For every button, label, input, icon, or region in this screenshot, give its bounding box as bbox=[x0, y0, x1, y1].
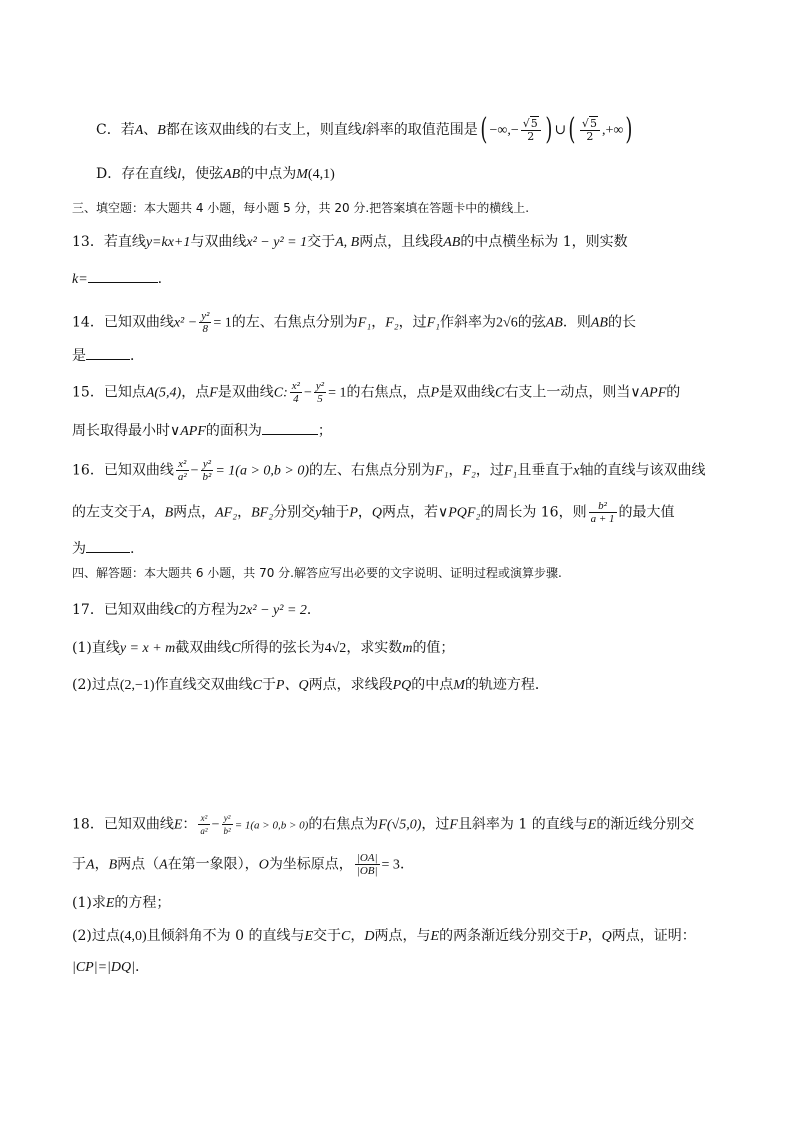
q16-text: 的周长为 16，则 bbox=[480, 504, 587, 521]
chord-ab: AB bbox=[223, 167, 241, 182]
frac-num: y² bbox=[201, 458, 214, 471]
q15-eq-tail: = 1 bbox=[328, 385, 347, 401]
q14-slope: 2√6 bbox=[496, 315, 518, 331]
frac-num: x² bbox=[291, 380, 300, 392]
points-pq: P、Q bbox=[275, 678, 309, 693]
line-l: l bbox=[361, 123, 366, 138]
separator: 、 bbox=[143, 122, 158, 138]
q16-condition: = 1(a > 0,b > 0) bbox=[215, 463, 310, 479]
q16-text: 为 bbox=[72, 541, 86, 557]
q13-text: 的中点横坐标为 1，则实数 bbox=[460, 234, 628, 250]
q15-text: 是双曲线 bbox=[217, 384, 274, 401]
q15-text: 是双曲线 bbox=[439, 384, 496, 401]
curve-e: E bbox=[105, 896, 115, 911]
origin-o: O bbox=[258, 857, 269, 873]
q17-chord-length: 4√2 bbox=[324, 641, 347, 656]
q16-text: ， bbox=[357, 504, 372, 521]
frac-num: |OA| bbox=[356, 852, 378, 864]
question-17-part1 bbox=[72, 638, 734, 659]
q13-segment: AB bbox=[443, 235, 461, 250]
y-axis: y bbox=[315, 505, 322, 521]
q16-text: 的最大值 bbox=[618, 504, 675, 521]
q18-text: 的右焦点为 bbox=[308, 816, 379, 833]
q14-fraction bbox=[199, 310, 211, 335]
option-d-text: ，使弦 bbox=[181, 166, 224, 182]
right-paren-2: ) bbox=[625, 112, 633, 147]
q18-p1-text: (1)求 bbox=[72, 895, 106, 911]
q15-text: 的右焦点，点 bbox=[346, 384, 431, 401]
sqrt-radicand: 5 bbox=[530, 116, 538, 130]
point-m: M bbox=[453, 678, 465, 693]
q14-text: 的长 bbox=[607, 314, 636, 331]
q18-text: 且斜率为 1 的直线与 bbox=[457, 816, 588, 833]
question-13-line2 bbox=[72, 268, 734, 290]
question-17-stem bbox=[72, 600, 734, 621]
q13-text: 与双曲线 bbox=[190, 234, 247, 250]
left-paren-2: ( bbox=[568, 112, 576, 147]
focus-f1: F₁ bbox=[503, 463, 518, 479]
q18-point: (4,0) bbox=[119, 929, 147, 944]
point-c: C bbox=[341, 929, 351, 944]
point-b: B bbox=[157, 123, 166, 138]
frac-num: b² bbox=[589, 500, 617, 513]
q17-p2-text: 的轨迹方程． bbox=[464, 677, 549, 693]
answer-blank-13[interactable] bbox=[88, 268, 158, 283]
q13-text: 13．若直线 bbox=[72, 234, 146, 250]
focus-f2: F₂ bbox=[385, 315, 399, 331]
curve-c: C bbox=[231, 641, 241, 656]
question-14-line1 bbox=[72, 310, 734, 335]
q15-p: P bbox=[430, 385, 440, 401]
question-15-line2 bbox=[72, 420, 734, 442]
q17-text: 17．已知双曲线 bbox=[72, 602, 174, 618]
frac-num: y² bbox=[222, 812, 233, 825]
q14-chord: AB bbox=[545, 315, 563, 331]
q17-p1-text: 的值； bbox=[412, 640, 455, 656]
q18-end: ． bbox=[399, 856, 414, 873]
section-3-heading: 三、填空题：本大题共 4 小题，每小题 5 分，共 20 分.把答案填在答题卡中的横线上. bbox=[72, 201, 530, 215]
q16-text: 且垂直于 bbox=[517, 462, 574, 479]
q13-curve-eq: x² − y² = 1 bbox=[246, 235, 308, 250]
q18-ratio bbox=[355, 852, 380, 877]
q16-frac-2 bbox=[201, 458, 214, 483]
question-16-line2 bbox=[72, 500, 734, 525]
q18-p2-text: ， bbox=[350, 928, 365, 944]
frac-den: 8 bbox=[202, 323, 209, 335]
q18-text: ， bbox=[94, 856, 109, 873]
q17-text: 的方程为 bbox=[183, 602, 240, 618]
q16-end: . bbox=[130, 541, 135, 557]
left-paren: ( bbox=[480, 112, 488, 147]
question-16-line3 bbox=[72, 538, 734, 559]
q16-text: 轴的直线与该双曲线 bbox=[579, 462, 706, 479]
q14-text: 作斜率为 bbox=[440, 314, 497, 331]
q16-text: ， bbox=[448, 462, 463, 479]
q18-text: 的渐近线分别交 bbox=[596, 816, 695, 833]
q14-text: ．则 bbox=[562, 314, 591, 331]
segment-bf2: BF₂ bbox=[251, 505, 274, 521]
point-p: P bbox=[349, 505, 358, 521]
point-a: A bbox=[159, 857, 168, 873]
frac-num: x² bbox=[176, 458, 189, 471]
minus: − bbox=[190, 463, 199, 479]
q17-p2-text: 的中点 bbox=[411, 677, 454, 693]
curve-e: E bbox=[173, 817, 183, 833]
q15-text: 的面积为 bbox=[205, 423, 262, 439]
q14-eq-tail: = 1 bbox=[213, 315, 232, 331]
frac-num: x² bbox=[198, 812, 209, 825]
q18-p2-text: 交于 bbox=[313, 928, 342, 944]
q17-end: ． bbox=[306, 602, 321, 618]
q18-p2-text: 两点，证明： bbox=[611, 928, 696, 944]
q15-point-a: A(5,4) bbox=[145, 385, 182, 401]
frac-num: y² bbox=[315, 380, 325, 392]
q18-ratio-value: = 3 bbox=[381, 857, 400, 873]
q15-curve: C: bbox=[273, 385, 288, 401]
curve-e: E bbox=[587, 817, 597, 833]
q13-end: . bbox=[157, 271, 163, 287]
q17-point: (2,−1) bbox=[119, 678, 155, 693]
q18-focus: F(√5,0) bbox=[378, 817, 422, 833]
q18-condition: = 1(a > 0,b > 0) bbox=[234, 819, 309, 832]
q18-p2-text: 且倾斜角不为 0 的直线与 bbox=[146, 928, 305, 944]
q16-text: 轴于 bbox=[321, 504, 350, 521]
q14-text: 的弦 bbox=[517, 314, 546, 331]
q15-text: 右支上一动点，则当 bbox=[504, 384, 631, 401]
segment-af2: AF₂ bbox=[215, 505, 238, 521]
q13-points: A, B bbox=[335, 235, 360, 250]
option-c-text-tail: 斜率的取值范围是 bbox=[365, 122, 478, 138]
frac-den: b² bbox=[223, 826, 231, 836]
q15-end: ； bbox=[317, 423, 332, 439]
q18-colon: ： bbox=[182, 816, 197, 833]
option-d-label: D．存在直线 bbox=[96, 166, 178, 182]
variable-m: m bbox=[402, 641, 413, 656]
curve-e: E bbox=[304, 929, 314, 944]
point-f: F bbox=[449, 817, 458, 833]
curve-e: E bbox=[430, 929, 440, 944]
answer-blank-16[interactable] bbox=[86, 538, 130, 553]
q15-frac-1 bbox=[290, 380, 302, 405]
question-18-line2 bbox=[72, 852, 734, 877]
point-m: M bbox=[296, 167, 308, 182]
q17-equation: 2x² − y² = 2 bbox=[239, 603, 307, 618]
q13-line-eq: y=kx+1 bbox=[145, 235, 191, 250]
question-18-part2 bbox=[72, 926, 734, 947]
point-d: D bbox=[364, 929, 375, 944]
q15-text: 周长取得最小时 bbox=[72, 423, 170, 439]
q18-text: ，过 bbox=[421, 816, 450, 833]
q18-p2-text: 的两条渐近线分别交于 bbox=[439, 928, 580, 944]
answer-blank-15[interactable] bbox=[262, 420, 318, 435]
question-18-line1 bbox=[72, 812, 734, 837]
question-18-conclusion bbox=[72, 957, 734, 978]
minus: − bbox=[303, 385, 312, 401]
q14-x2: x² − bbox=[173, 315, 198, 331]
point-b: B bbox=[164, 505, 174, 521]
q15-triangle: ∨APF bbox=[630, 385, 667, 401]
line-l: l bbox=[177, 167, 182, 182]
q16-text: 的左、右焦点分别为 bbox=[309, 462, 436, 479]
right-paren: ) bbox=[545, 112, 553, 147]
q17-line-eq: y = x + m bbox=[119, 641, 176, 656]
q17-p1-text: ，求实数 bbox=[346, 640, 403, 656]
q16-text: ，过 bbox=[475, 462, 504, 479]
q16-text: 的左支交于 bbox=[72, 504, 142, 521]
point-b: B bbox=[108, 857, 118, 873]
q18-frac-2 bbox=[222, 812, 233, 837]
question-14-line2 bbox=[72, 345, 734, 366]
option-c-label: C．若 bbox=[96, 122, 135, 138]
q13-text: 交于 bbox=[307, 234, 336, 250]
q17-p2-text: (2)过点 bbox=[72, 677, 120, 693]
point-q: Q bbox=[601, 929, 612, 944]
option-c bbox=[96, 112, 734, 147]
q16-text: ， bbox=[237, 504, 252, 521]
q18-p2-text: 两点，与 bbox=[374, 928, 431, 944]
q16-frac-1 bbox=[176, 458, 189, 483]
q15-c: C bbox=[495, 385, 505, 401]
q16-triangle: ∨PQF₂ bbox=[438, 505, 481, 521]
point-coords: (4,1) bbox=[307, 167, 335, 182]
point-q: Q bbox=[371, 505, 382, 521]
q14-text: 是 bbox=[72, 348, 86, 364]
q13-k: k= bbox=[72, 272, 88, 287]
point-a: A bbox=[142, 505, 151, 521]
focus-f1: F₁ bbox=[435, 463, 449, 479]
question-15-line1 bbox=[72, 380, 734, 405]
frac-den: a² bbox=[177, 471, 187, 483]
q18-frac-1 bbox=[198, 812, 209, 837]
range-upper: ,+∞ bbox=[601, 123, 624, 138]
q16-text: 分别交 bbox=[273, 504, 316, 521]
question-18-part1 bbox=[72, 893, 734, 914]
q14-text: 的左、右焦点分别为 bbox=[231, 314, 358, 331]
range-lower: −∞,− bbox=[489, 123, 519, 138]
question-16-line1 bbox=[72, 458, 734, 483]
frac-den: 2 bbox=[586, 129, 594, 143]
focus-f1: F₁ bbox=[426, 315, 441, 331]
option-d-text-2: 的中点为 bbox=[240, 166, 297, 182]
q17-p1-text: (1)直线 bbox=[72, 640, 120, 656]
q14-text: 14．已知双曲线 bbox=[72, 314, 174, 331]
frac-den: 2 bbox=[527, 129, 535, 143]
answer-blank-14[interactable] bbox=[86, 345, 130, 360]
frac-den: b² bbox=[202, 471, 212, 483]
q17-p2-text: 作直线交双曲线 bbox=[154, 677, 253, 693]
sqrt5-over-2-a: $\frac{√5}{2}$ bbox=[521, 118, 541, 143]
q18-p2-text: (2)过点 bbox=[72, 928, 120, 944]
q15-f: F bbox=[209, 385, 218, 401]
q18-text: 为坐标原点， bbox=[268, 856, 353, 873]
frac-den: 5 bbox=[317, 393, 323, 405]
q18-end: . bbox=[134, 959, 140, 975]
q18-p2-text: ， bbox=[587, 928, 602, 944]
option-c-text: 都在该双曲线的右支上，则直线 bbox=[165, 122, 362, 138]
q17-p2-text: 两点，求线段 bbox=[308, 677, 393, 693]
question-13-line1 bbox=[72, 232, 734, 253]
option-d bbox=[96, 164, 734, 185]
q17-p1-text: 截双曲线 bbox=[175, 640, 232, 656]
frac-num: y² bbox=[201, 310, 210, 322]
union-symbol: ∪ bbox=[554, 123, 567, 138]
x-axis: x bbox=[573, 463, 580, 479]
q18-p1-text: 的方程； bbox=[114, 895, 171, 911]
frac-den: a² bbox=[200, 826, 208, 836]
focus-f1: F₁ bbox=[357, 315, 372, 331]
q15-text: ，点 bbox=[181, 384, 210, 401]
minus: − bbox=[211, 817, 220, 833]
frac-den: 4 bbox=[293, 393, 299, 405]
q15-frac-2 bbox=[314, 380, 326, 405]
sqrt-radicand: 5 bbox=[589, 116, 597, 130]
q16-text: 16．已知双曲线 bbox=[72, 462, 174, 479]
curve-c: C bbox=[173, 603, 184, 618]
point-a: A bbox=[86, 857, 95, 873]
q13-text: 两点，且线段 bbox=[359, 234, 444, 250]
q15-text: 的 bbox=[666, 384, 681, 401]
sqrt5-over-2-b: $\frac{√5}{2}$ bbox=[580, 118, 600, 143]
curve-c: C bbox=[252, 678, 262, 693]
segment-pq: PQ bbox=[392, 678, 412, 693]
q14-text: ， bbox=[371, 314, 386, 331]
point-a: A bbox=[134, 123, 144, 138]
q17-p2-text: 于 bbox=[261, 677, 276, 693]
q18-text: 18．已知双曲线 bbox=[72, 816, 174, 833]
frac-den: a + 1 bbox=[590, 513, 615, 525]
q16-text: 两点， bbox=[173, 504, 216, 521]
section-4-heading: 四、解答题：本大题共 6 小题，共 70 分.解答应写出必要的文字说明、证明过程或演算步骤. bbox=[72, 566, 562, 580]
focus-f2: F₂ bbox=[462, 463, 476, 479]
q16-frac-3 bbox=[589, 500, 617, 525]
q18-text: 于 bbox=[72, 856, 86, 873]
frac-den: |OB| bbox=[356, 865, 378, 877]
question-17-part2 bbox=[72, 675, 734, 696]
q18-conclusion: |CP|=|DQ| bbox=[72, 960, 135, 975]
q14-chord: AB bbox=[590, 315, 608, 331]
q17-p1-text: 所得的弦长为 bbox=[240, 640, 325, 656]
q14-text: ，过 bbox=[398, 314, 427, 331]
q15-text: 15．已知点 bbox=[72, 384, 146, 401]
q16-text: 两点，若 bbox=[382, 504, 438, 521]
q15-triangle: ∨APF bbox=[170, 424, 206, 439]
q14-end: ． bbox=[130, 348, 144, 364]
q18-text: 在第一象限）， bbox=[167, 856, 259, 873]
q18-text: 两点（ bbox=[117, 856, 160, 873]
point-p: P bbox=[579, 929, 588, 944]
q16-text: ， bbox=[150, 504, 165, 521]
